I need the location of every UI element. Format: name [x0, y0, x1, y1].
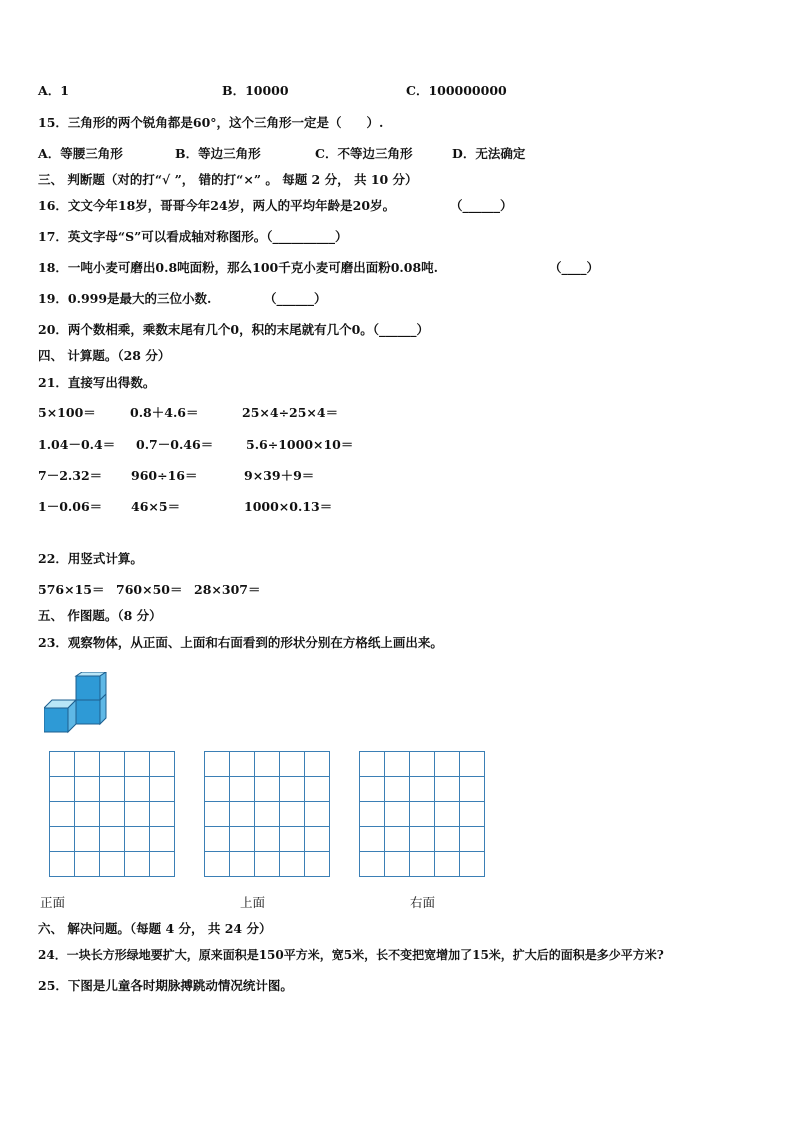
q14-option-c: C．100000000 — [406, 83, 507, 98]
q15-option-d: D．无法确定 — [452, 146, 526, 161]
label-front-view: 正面 — [40, 895, 66, 910]
section-4-heading: 四、 计算题。（28 分） — [38, 348, 171, 363]
section-6-heading: 六、 解决问题。（每题 4 分， 共 24 分） — [38, 921, 272, 936]
section-3-heading: 三、 判断题（对的打“√ ”， 错的打“×” 。 每题 2 分， 共 10 分） — [38, 172, 418, 187]
q20-text: 20．两个数相乘，乘数末尾有几个0，积的末尾就有几个0。（______） — [38, 322, 430, 337]
q18-answer-blank[interactable]: （____） — [549, 260, 600, 275]
calc-r3-c2: 960÷16＝ — [131, 468, 198, 483]
q15-stem: 15．三角形的两个锐角都是60°，这个三角形一定是（ ）. — [38, 115, 384, 130]
q18-text: 18．一吨小麦可磨出0.8吨面粉，那么100千克小麦可磨出面粉0.08吨. — [38, 260, 439, 275]
q22-item-3: 28×307＝ — [194, 582, 261, 597]
q14-option-b: B．10000 — [222, 83, 289, 98]
grid-top[interactable] — [204, 751, 331, 878]
calc-r3-c3: 9×39＋9＝ — [244, 468, 315, 483]
q24-text: 24．一块长方形绿地要扩大，原来面积是150平方米，宽5米，长不变把宽增加了15米，扩大后的面积是多少平方米? — [38, 948, 664, 962]
calc-r1-c3: 25×4÷25×4＝ — [242, 405, 339, 420]
calc-r4-c2: 46×5＝ — [131, 499, 181, 514]
calc-r2-c3: 5.6÷1000×10＝ — [246, 437, 354, 452]
grid-front[interactable] — [49, 751, 176, 878]
section-5-heading: 五、 作图题。（8 分） — [38, 608, 162, 623]
q19-text: 19．0.999是最大的三位小数. — [38, 291, 212, 306]
label-top-view: 上面 — [240, 895, 266, 910]
q14-option-a: A．1 — [38, 83, 69, 98]
q23-stem: 23．观察物体，从正面、上面和右面看到的形状分别在方格纸上画出来。 — [38, 635, 443, 650]
q19-answer-blank[interactable]: （______） — [264, 291, 327, 306]
q16-answer-blank[interactable]: （______） — [450, 198, 513, 213]
calc-r4-c3: 1000×0.13＝ — [244, 499, 333, 514]
calc-r1-c1: 5×100＝ — [38, 405, 96, 420]
q21-stem: 21．直接写出得数。 — [38, 375, 156, 390]
cube-stack-figure — [44, 672, 108, 737]
q25-text: 25．下图是儿童各时期脉搏跳动情况统计图。 — [38, 978, 293, 993]
q16-text: 16．文文今年18岁，哥哥今年24岁，两人的平均年龄是20岁。 — [38, 198, 396, 213]
q22-item-1: 576×15＝ — [38, 582, 105, 597]
calc-r3-c1: 7－2.32＝ — [38, 468, 103, 483]
q15-option-b: B．等边三角形 — [175, 146, 261, 161]
q15-option-c: C．不等边三角形 — [315, 146, 413, 161]
label-right-view: 右面 — [410, 895, 436, 910]
q22-item-2: 760×50＝ — [116, 582, 183, 597]
calc-r4-c1: 1－0.06＝ — [38, 499, 103, 514]
calc-r2-c2: 0.7－0.46＝ — [136, 437, 214, 452]
calc-r2-c1: 1.04－0.4＝ — [38, 437, 116, 452]
q17-text: 17．英文字母“S”可以看成轴对称图形。（__________） — [38, 229, 348, 244]
calc-r1-c2: 0.8＋4.6＝ — [130, 405, 199, 420]
grid-right[interactable] — [359, 751, 486, 878]
q22-stem: 22．用竖式计算。 — [38, 551, 143, 566]
q15-option-a: A．等腰三角形 — [38, 146, 123, 161]
